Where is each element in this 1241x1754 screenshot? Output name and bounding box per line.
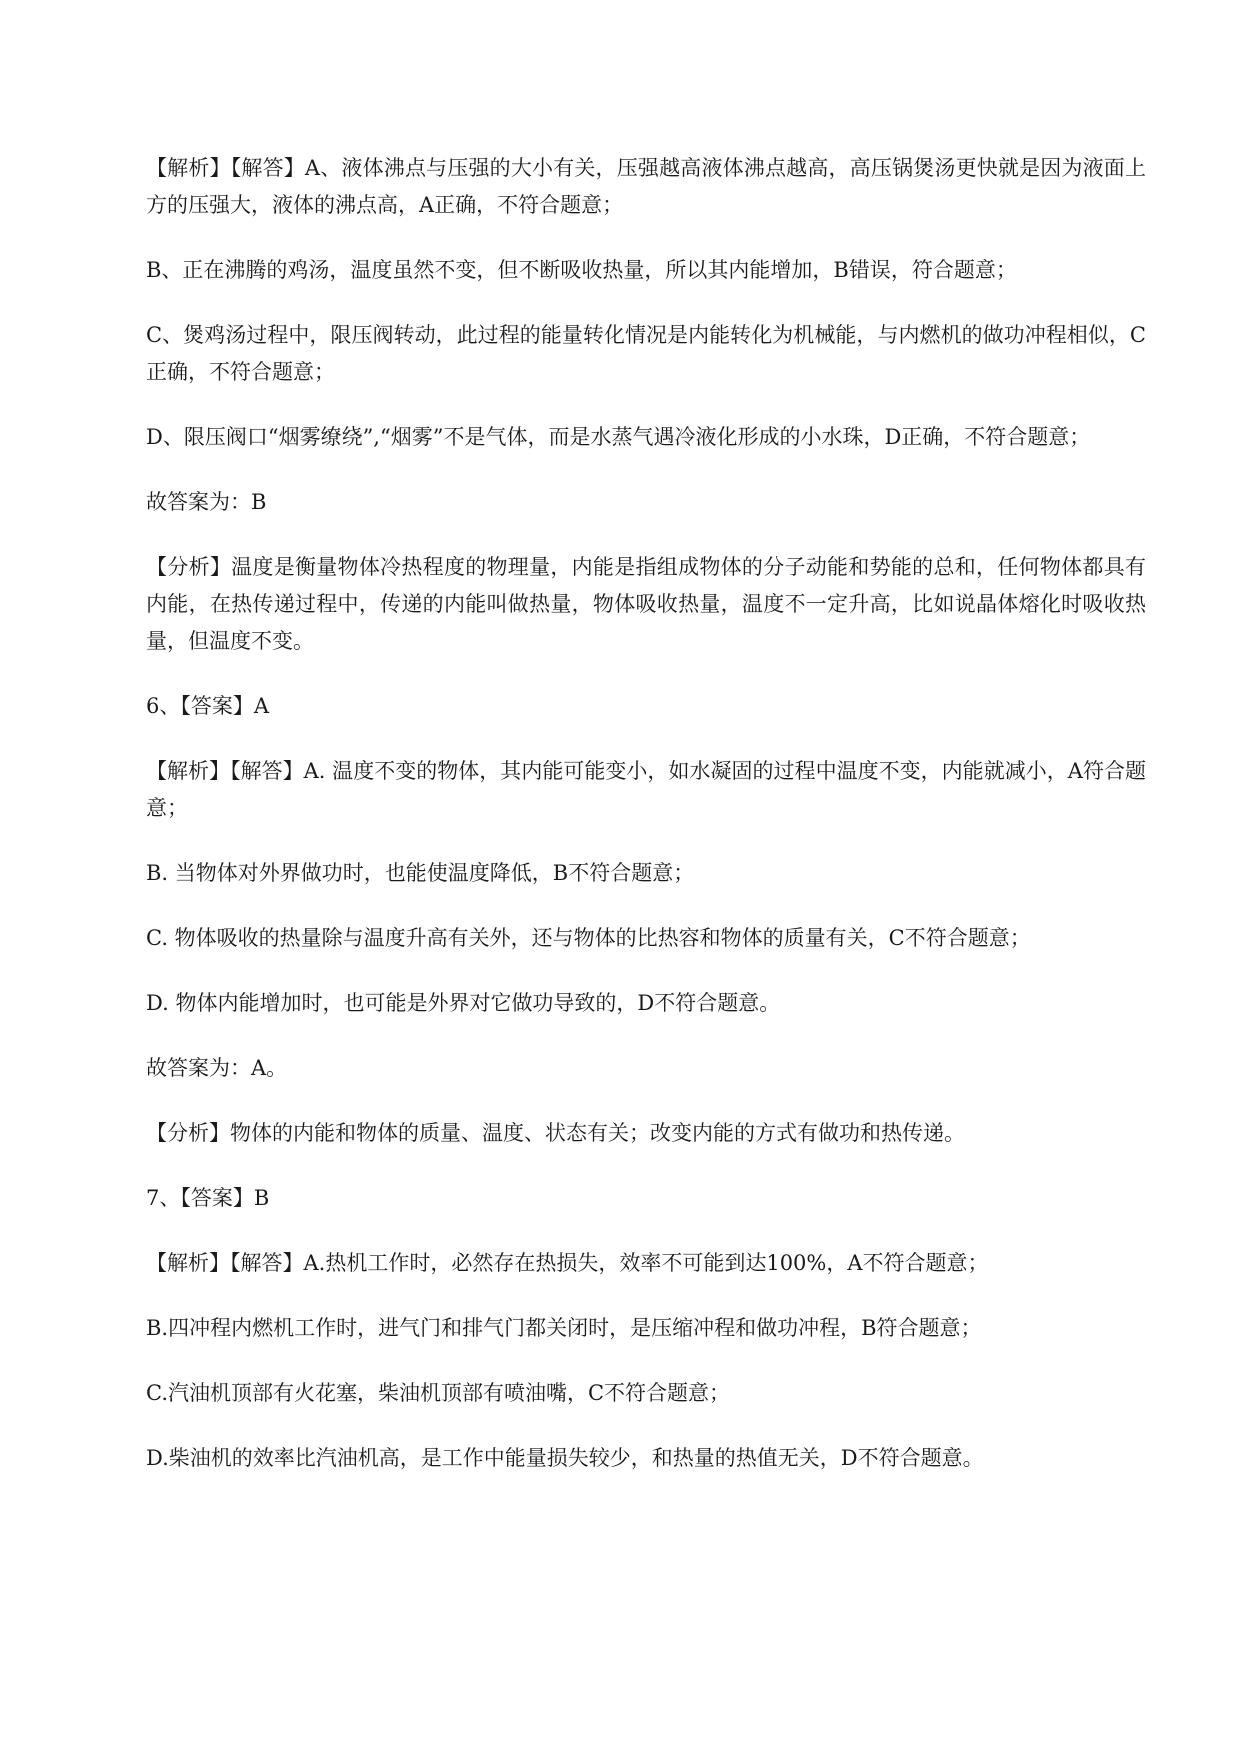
paragraph-q7-option-c: C.汽油机顶部有火花塞，柴油机顶部有喷油嘴，C不符合题意； [146, 1381, 731, 1405]
paragraph-q6-analysis-a: 【解析】【解答】A. 温度不变的物体，其内能可能变小，如水凝固的过程中温度不变，内能就减小，A符合题意； [146, 759, 1146, 820]
paragraph-q5-answer: 故答案为：B [146, 490, 267, 514]
paragraph-q6-option-b: B. 当物体对外界做功时，也能使温度降低，B不符合题意； [146, 861, 695, 885]
paragraph-q6-answer: 故答案为：A。 [146, 1056, 288, 1080]
paragraph-q6-option-d: D. 物体内能增加时，也可能是外界对它做功导致的，D不符合题意。 [146, 991, 781, 1015]
document-body [146, 150, 1146, 1505]
paragraph-q6-heading: 6、【答案】A [146, 694, 270, 718]
paragraph-q7-heading: 7、【答案】B [146, 1186, 270, 1210]
paragraph-q7-option-b: B.四冲程内燃机工作时，进气门和排气门都关闭时，是压缩冲程和做功冲程，B符合题意； [146, 1316, 982, 1340]
paragraph-q7-option-d: D.柴油机的效率比汽油机高，是工作中能量损失较少，和热量的热值无关，D不符合题意。 [146, 1446, 984, 1470]
paragraph-q5-option-b: B、正在沸腾的鸡汤，温度虽然不变，但不断吸收热量，所以其内能增加，B错误，符合题意； [146, 258, 1017, 282]
paragraph-q5-option-c: C、煲鸡汤过程中，限压阀转动，此过程的能量转化情况是内能转化为机械能，与内燃机的做功冲程相似，C正确，不符合题意； [146, 323, 1146, 384]
paragraph-q7-analysis-a: 【解析】【解答】A.热机工作时，必然存在热损失，效率不可能到达100%，A不符合题意； [146, 1251, 989, 1275]
paragraph-q5-summary: 【分析】温度是衡量物体冷热程度的物理量，内能是指组成物体的分子动能和势能的总和，任何物体都具有内能，在热传递过程中，传递的内能叫做热量，物体吸收热量，温度不一定升高，比如说晶体熔化时吸收热量，但温度不变。 [146, 555, 1146, 653]
paragraph-q5-analysis-a: 【解析】【解答】A、液体沸点与压强的大小有关，压强越高液体沸点越高，高压锅煲汤更快就是因为液面上方的压强大，液体的沸点高，A正确，不符合题意； [146, 156, 1146, 217]
paragraph-q6-summary: 【分析】物体的内能和物体的质量、温度、状态有关；改变内能的方式有做功和热传递。 [146, 1121, 965, 1145]
paragraph-q6-option-c: C. 物体吸收的热量除与温度升高有关外，还与物体的比热容和物体的质量有关，C不符合题意； [146, 926, 1031, 950]
paragraph-q5-option-d: D、限压阀口“烟雾缭绕”,“烟雾”不是气体，而是水蒸气遇冷液化形成的小水珠，D正确，不符合题意； [146, 425, 1091, 449]
